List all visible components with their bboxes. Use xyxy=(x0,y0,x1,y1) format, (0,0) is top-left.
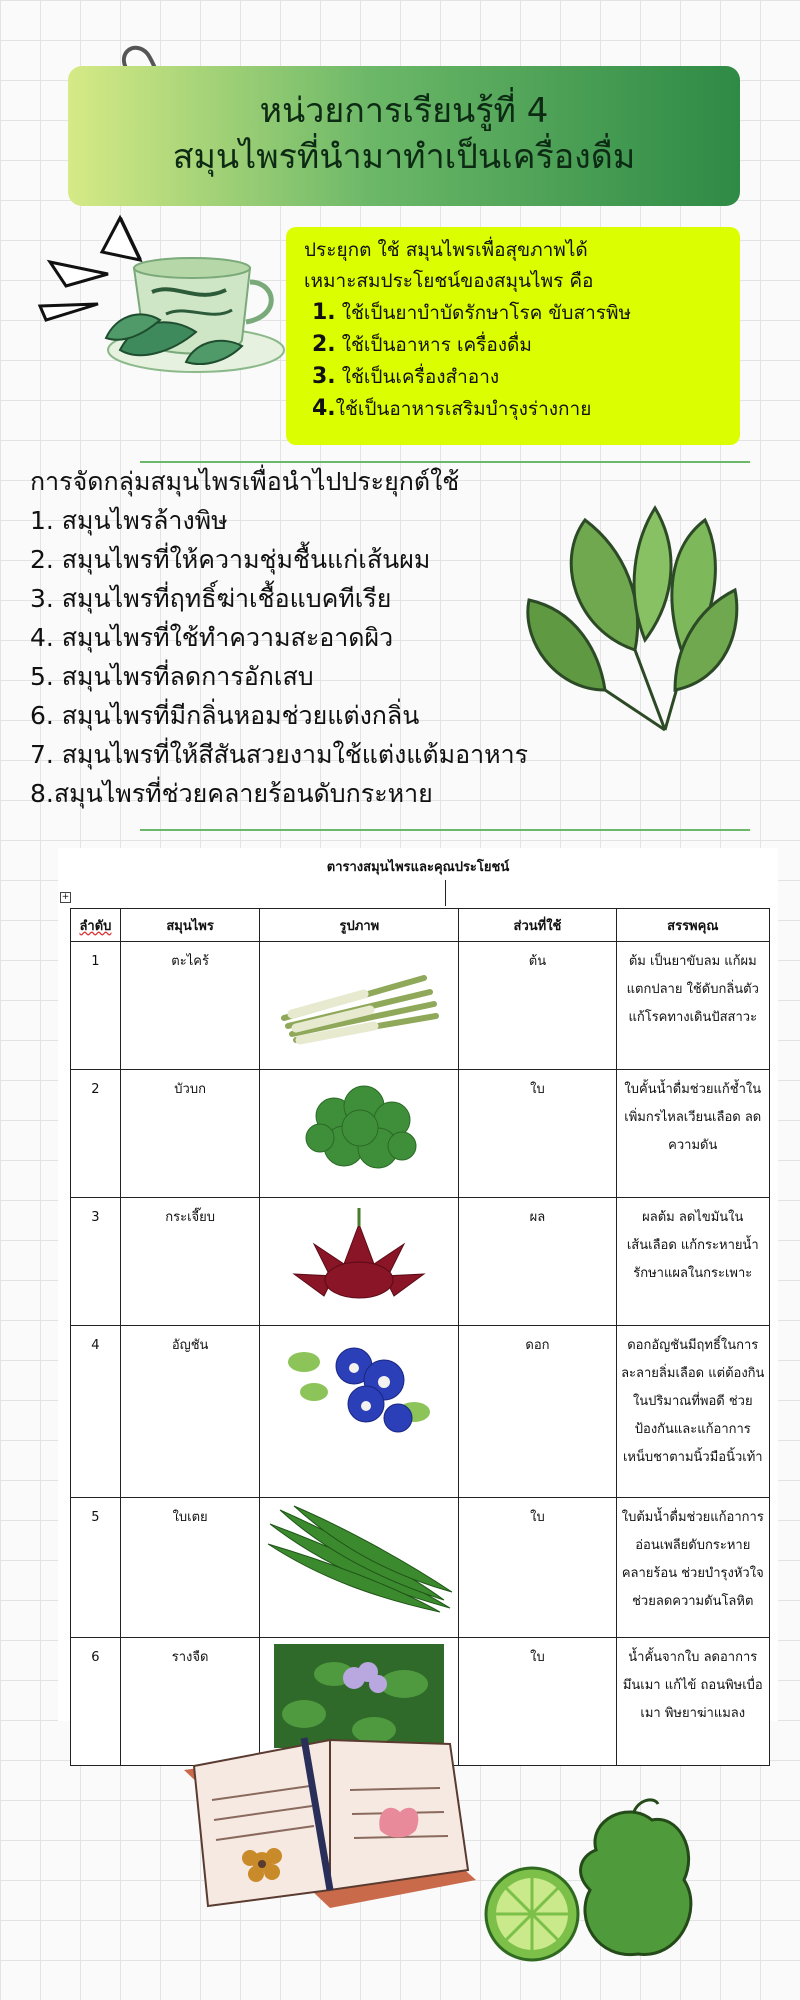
lesson-title: สมุนไพรที่นำมาทำเป็นเครื่องดื่ม xyxy=(172,137,636,177)
row-number: 2 xyxy=(71,1070,121,1198)
grouping-item: 2. สมุนไพรที่ให้ความชุ่มชื้นแก่เส้นผม xyxy=(30,545,431,574)
herb-benefit: ใบคั้นน้ำดื่มช่วยแก้ช้ำใน เพิ่มกรไหลเวียนเลือด ลดความดัน xyxy=(616,1070,769,1198)
usage-item xyxy=(304,297,722,329)
lesson-header xyxy=(68,66,740,206)
lemongrass-photo xyxy=(274,948,444,1052)
used-part: ใบ xyxy=(459,1070,616,1198)
row-number: 6 xyxy=(71,1638,121,1766)
column-header: สรรพคุณ xyxy=(616,909,769,942)
herbal-tea-cup-icon xyxy=(36,212,286,382)
row-number: 1 xyxy=(71,942,121,1070)
table-row xyxy=(71,1498,770,1638)
herb-name: อัญชัน xyxy=(120,1326,259,1498)
usage-item xyxy=(304,393,722,425)
herb-name: รางจืด xyxy=(120,1638,259,1766)
herb-name: ใบเตย xyxy=(120,1498,259,1638)
butterfly-pea-photo xyxy=(274,1332,444,1442)
green-leaves-icon xyxy=(515,500,745,740)
pandan-photo xyxy=(264,1504,454,1614)
table-row xyxy=(71,1070,770,1198)
row-number: 3 xyxy=(71,1198,121,1326)
used-part: ดอก xyxy=(459,1326,616,1498)
table-header-row xyxy=(71,909,770,942)
section-divider xyxy=(140,829,750,831)
used-part: ผล xyxy=(459,1198,616,1326)
usage-item-text: ใช้เป็นอาหาร เครื่องดื่ม xyxy=(341,334,532,356)
used-part: ต้น xyxy=(459,942,616,1070)
grouping-title: การจัดกลุ่มสมุนไพรเพื่อนำไปประยุกต์ใช้ xyxy=(30,467,460,496)
usage-item-text: ใช้เป็นเครื่องสำอาง xyxy=(341,366,500,388)
herb-benefit: ใบต้มน้ำดื่มช่วยแก้อาการอ่อนเพลียดับกระหาย คลายร้อน ช่วยบำรุงหัวใจช่วยลดความดันโลหิต xyxy=(616,1498,769,1638)
herb-photo-cell xyxy=(260,1326,459,1498)
herb-photo-cell xyxy=(260,1198,459,1326)
column-header: สมุนไพร xyxy=(120,909,259,942)
gotu-kola-photo xyxy=(274,1076,444,1180)
usage-item-number: 3. xyxy=(312,364,336,389)
row-number: 4 xyxy=(71,1326,121,1498)
herb-benefit: น้ำคั้นจากใบ ลดอาการมึนเมา แก้ไข้ ถอนพิษเบื่อเมา พิษยาฆ่าแมลง xyxy=(616,1638,769,1766)
grouping-item: 7. สมุนไพรที่ให้สีสันสวยงามใช้แต่งแต้มอาหาร xyxy=(30,740,529,769)
table-row xyxy=(71,1326,770,1498)
used-part: ใบ xyxy=(459,1638,616,1766)
usage-item xyxy=(304,329,722,361)
title-divider xyxy=(445,880,446,906)
herb-photo-cell xyxy=(260,942,459,1070)
grouping-item: 1. สมุนไพรล้างพิษ xyxy=(30,506,228,535)
open-book-icon xyxy=(180,1730,480,1910)
grouping-item: 6. สมุนไพรที่มีกลิ่นหอมช่วยแต่งกลิ่น xyxy=(30,701,420,730)
herb-photo-cell xyxy=(260,1070,459,1198)
usage-intro-line: เหมาะสมประโยชน์ของสมุนไพร คือ xyxy=(304,270,594,292)
herb-usage-box xyxy=(286,227,740,445)
usage-intro-line: ประยุกต ใช้ สมุนไพรเพื่อสุขภาพได้ xyxy=(304,239,588,261)
table-row xyxy=(71,1198,770,1326)
herb-grouping-list xyxy=(30,462,550,813)
grouping-item: 3. สมุนไพรที่ฤทธิ์ฆ่าเชื้อแบคทีเรีย xyxy=(30,584,392,613)
lime-and-bergamot-icon xyxy=(478,1790,718,1970)
herb-name: กระเจี๊ยบ xyxy=(120,1198,259,1326)
grouping-item: 8.สมุนไพรที่ช่วยคลายร้อนดับกระหาย xyxy=(30,779,433,808)
usage-item-number: 2. xyxy=(312,332,336,357)
used-part: ใบ xyxy=(459,1498,616,1638)
herb-benefit-table xyxy=(70,908,770,1766)
row-number: 5 xyxy=(71,1498,121,1638)
herb-benefit: ต้ม เป็นยาขับลม แก้ผมแตกปลาย ใช้ดับกลิ่นตัว แก้โรคทางเดินปัสสาวะ xyxy=(616,942,769,1070)
herb-table-sheet xyxy=(58,848,778,1721)
herb-name: ตะไคร้ xyxy=(120,942,259,1070)
table-row xyxy=(71,942,770,1070)
table-move-handle-icon[interactable]: + xyxy=(61,892,70,902)
usage-item-number: 4. xyxy=(312,396,336,421)
herb-benefit: ผลต้ม ลดไขมันในเส้นเลือด แก้กระหายน้ำ รักษาแผลในกระเพาะ xyxy=(616,1198,769,1326)
usage-item-number: 1. xyxy=(312,300,336,325)
grouping-item: 5. สมุนไพรที่ลดการอักเสบ xyxy=(30,662,314,691)
herb-photo-cell xyxy=(260,1498,459,1638)
grouping-item: 4. สมุนไพรที่ใช้ทำความสะอาดผิว xyxy=(30,623,394,652)
lesson-number: หน่วยการเรียนรู้ที่ 4 xyxy=(259,91,549,131)
herb-table-title: ตารางสมุนไพรและคุณประโยชน์ xyxy=(326,860,510,875)
column-header: รูปภาพ xyxy=(260,909,459,942)
roselle-photo xyxy=(274,1204,444,1308)
usage-item xyxy=(304,361,722,393)
column-header: ลำดับ xyxy=(71,909,121,942)
usage-item-text: ใช้เป็นยาบำบัดรักษาโรค ขับสารพิษ xyxy=(341,302,631,324)
herb-name: บัวบก xyxy=(120,1070,259,1198)
usage-item-text: ใช้เป็นอาหารเสริมบำรุงร่างกาย xyxy=(335,398,592,420)
herb-benefit: ดอกอัญชันมีฤทธิ์ในการละลายลิ่มเลือด แต่ต้องกินในปริมาณที่พอดี ช่วยป้องกันและแก้อาการเหน็บชาตามนิ้วมือนิ้วเท้า xyxy=(616,1326,769,1498)
column-header: ส่วนที่ใช้ xyxy=(459,909,616,942)
